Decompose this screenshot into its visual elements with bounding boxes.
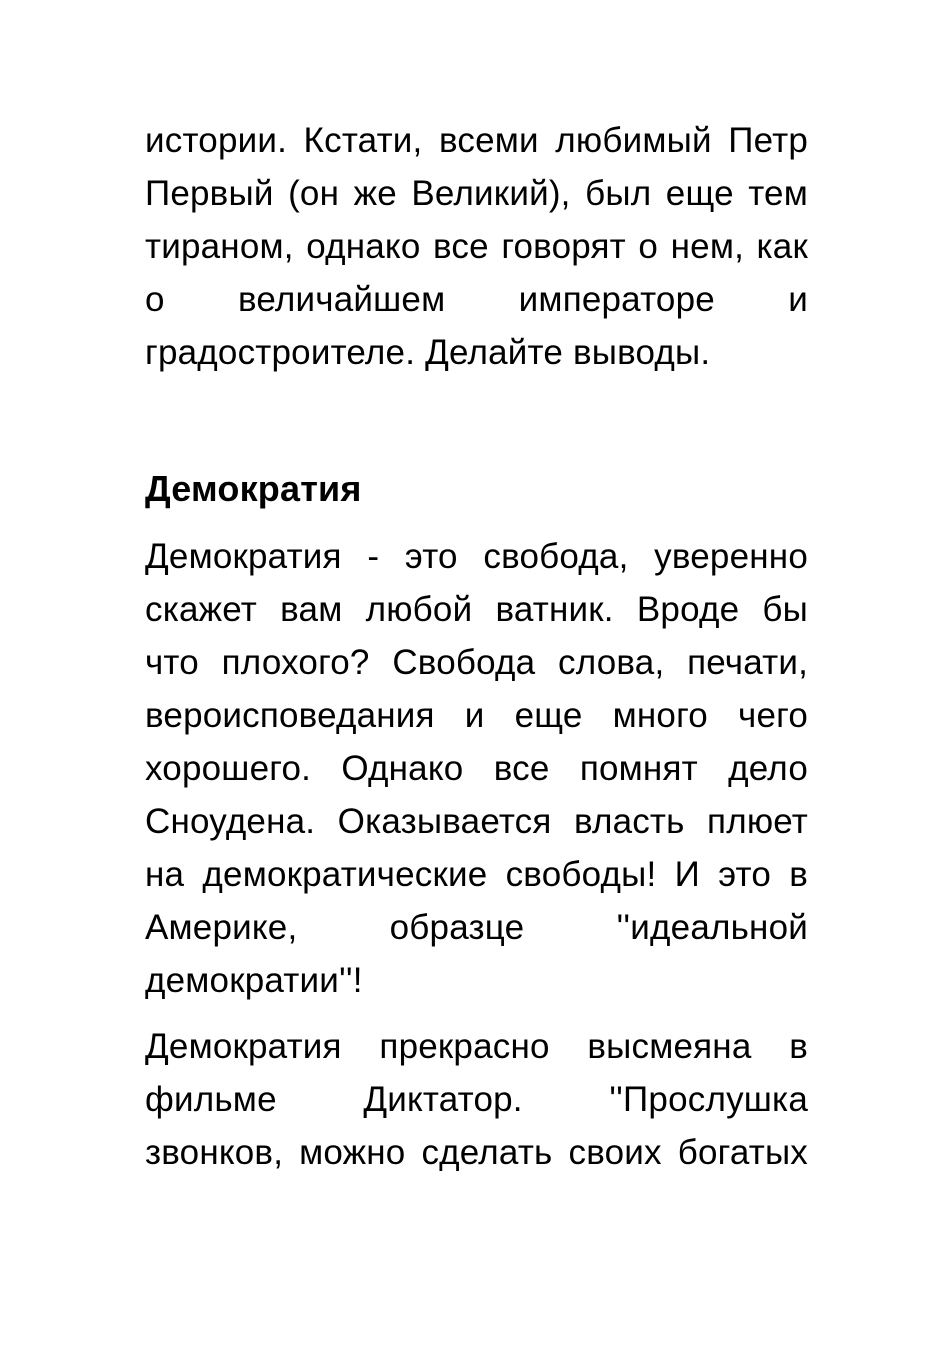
text-line: скажет вам любой ватник. Вроде бы <box>145 590 808 629</box>
text-line: тираном, однако все говорят о нем, как <box>145 227 808 266</box>
text-line: фильме Диктатор. ''Прослушка <box>145 1080 808 1119</box>
text-line: Демократия - это свобода, уверенно <box>145 537 808 576</box>
text-column <box>145 114 808 1179</box>
text-line: Сноудена. Оказывается власть плюет <box>145 802 808 841</box>
text-line: Демократия прекрасно высмеяна в <box>145 1027 808 1066</box>
text-line: вероисповедания и еще много чего <box>145 696 808 735</box>
text-line: демократии''! <box>145 961 363 1000</box>
text-line: истории. Кстати, всеми любимый Петр <box>145 121 808 160</box>
text-line: звонков, можно сделать своих богатых <box>145 1133 808 1172</box>
text-line: хорошего. Однако все помнят дело <box>145 749 808 788</box>
paragraph-democracy-freedom <box>145 530 808 1007</box>
text-line: Первый (он же Великий), был еще тем <box>145 174 808 213</box>
paragraph-democracy-dictator <box>145 1020 808 1179</box>
text-line: о величайшем императоре и <box>145 280 808 319</box>
text-line: что плохого? Свобода слова, печати, <box>145 643 808 682</box>
section-heading-democracy: Демократия <box>145 468 362 509</box>
text-line: на демократические свободы! И это в <box>145 855 808 894</box>
paragraph-history <box>145 114 808 379</box>
text-line: градостроителе. Делайте выводы. <box>145 333 711 372</box>
text-line: Америке, образце ''идеальной <box>145 908 808 947</box>
